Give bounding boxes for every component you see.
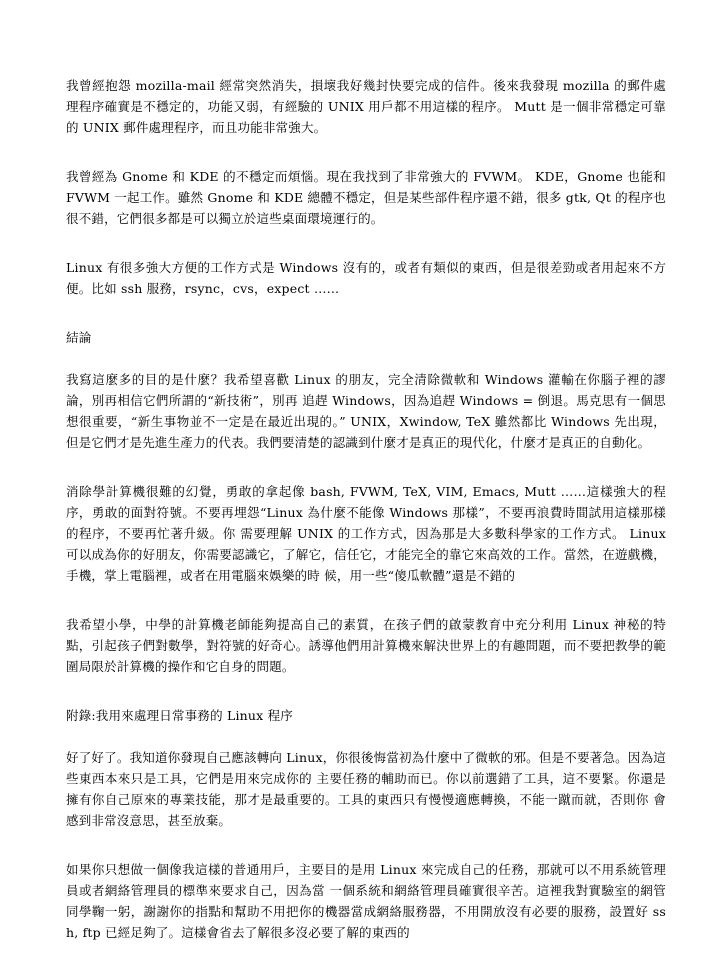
document-body [66,75,666,971]
paragraph-learn-computer: 消除學計算機很難的幻覺，勇敢的拿起像 bash, FVWM, TeX, VIM, Emacs, Mutt ……這樣強大的程序，勇敢的面對符號。不要再埋怨“Linux 為什麼不能像 Windows 那樣”，不要再浪費時間試用這樣那樣的程序，不要再忙著升級。你 需要理解 UNIX 的工作方式，因為那是大多數科學家的工作方式。 Linux 可以成為你的好朋友，你需要認識它，了解它，信任它，才能完全的靠它來高效的工作。當然，在遊戲機，手機，掌上電腦裡，或者在用電腦來娛樂的時 候，用一些“傻瓜軟體”還是不錯的 [66,484,666,583]
section-heading-appendix: 附錄:我用來處理日常事務的 Linux 程序 [66,708,294,723]
paragraph-purpose: 我寫這麼多的目的是什麼？我希望喜歡 Linux 的朋友，完全清除微軟和 Windows 灌輸在你腦子裡的謬論，別再相信它們所謂的“新技術”，別再 追趕 Windows，因為追趕 Windows = 倒退。馬克思有一個思想很重要，“新生事物並不一定是在最近出現的。” UNIX，Xwindow, TeX 雖然都比 Windows 先出現，但是它們才是先進生產力的代表。我們要清楚的認識到什麼才是真正的現代化，什麼才是真正的自動化。 [66,372,666,450]
paragraph-mozilla-mail: 我曾經抱怨 mozilla-mail 經常突然消失，損壞我好幾封快要完成的信件。後來我發現 mozilla 的郵件處理程序確實是不穩定的，功能又弱，有經驗的 UNIX 用戶都不用這樣的程序。 Mutt 是一個非常穩定可靠的 UNIX 郵件處理程序，而且功能非常強大。 [66,78,666,135]
paragraph-ordinary-user: 如果你只想做一個像我這樣的普通用戶，主要目的是用 Linux 來完成自己的任務，那就可以不用系統管理員或者網絡管理員的標準來要求自己，因為當 一個系統和網絡管理員確實很辛苦。這裡我對實驗室的網管同學鞠一躬，謝謝你的指點和幫助不用把你的機器當成網絡服務器，不用開放沒有必要的服務，設置好 ssh, ftp 已經足夠了。這樣會省去了解很多沒必要了解的東西的 [66,862,666,940]
section-heading-conclusion: 結論 [66,330,92,345]
paragraph-teachers: 我希望小學，中學的計算機老師能夠提高自己的素質，在孩子們的啟蒙教育中充分利用 Linux 神秘的特點，引起孩子們對數學，對符號的好奇心。誘導他們用計算機來解決世界上的有趣問題，而不要把教學的範圍局限於計算機的操作和它自身的問題。 [66,617,666,674]
paragraph-linux-tools: Linux 有很多強大方便的工作方式是 Windows 沒有的，或者有類似的東西，但是很差勁或者用起來不方便。比如 ssh 服務，rsync，cvs，expect …… [66,260,666,296]
paragraph-tools-transition: 好了好了。我知道你發現自己應該轉向 Linux，你很後悔當初為什麼中了微軟的邪。但是不要著急。因為這些東西本來只是工具，它們是用來完成你的 主要任務的輔助而已。你以前選錯了工具，這不要緊。你還是擁有你自己原來的專業技能，那才是最重要的。工具的東西只有慢慢適應轉換，不能一蹴而就，否則你 會感到非常沒意思，甚至放棄。 [66,750,666,828]
paragraph-gnome-kde: 我曾經為 Gnome 和 KDE 的不穩定而煩惱。現在我找到了非常強大的 FVWM。 KDE，Gnome 也能和 FVWM 一起工作。雖然 Gnome 和 KDE 總體不穩定，但是某些部件程序還不錯，很多 gtk, Qt 的程序也很不錯，它們很多都是可以獨立於這些桌面環境運行的。 [66,169,666,226]
